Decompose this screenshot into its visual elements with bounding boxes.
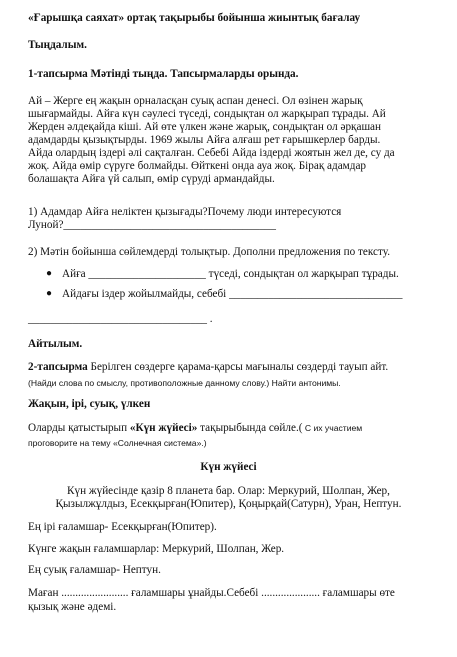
- task2-instruction-ru: (Найди слова по смыслу, противоположные данному слову.) Найти антонимы.: [28, 378, 341, 388]
- coldest-planet-line: Ең суық ғаламшар- Нептун.: [28, 564, 161, 576]
- speak-topic-ru: С их участием: [302, 423, 363, 433]
- speak-topic-title: «Күн жүйесі»: [129, 422, 198, 434]
- bullet-icon: ●: [46, 288, 53, 299]
- question-1-line-2: Луной?______________________________________: [28, 219, 276, 231]
- speak-topic-line: [28, 421, 362, 435]
- bullet-sentence-2: Айдағы іздер жойылмайды, себебі _______________________________: [62, 288, 403, 300]
- task2-instruction: Берілген сөздерге қарама-қарсы мағыналы сөздерді тауып айт.: [87, 361, 389, 373]
- text-line-6: жоқ. Айда өмір сүруге болмайды. Өйткені онда ауа жоқ. Бірақ адамдар: [28, 160, 367, 172]
- speak-topic-pre: Оларды қатыстырып: [28, 422, 130, 434]
- bullet-sentence-2-continuation: ________________________________ .: [28, 313, 213, 325]
- solar-text-line-1: Күн жүйесінде қазір 8 планета бар. Олар: Меркурий, Шолпан, Жер,: [67, 485, 390, 497]
- question-2: 2) Мәтін бойынша сөйлемдерді толықтыр. Дополни предложения по тексту.: [28, 246, 390, 258]
- final-sentence-line-1: Маған ........................ ғаламшары ұнайды.Себебі ..................... ғаламшары өте: [28, 587, 395, 599]
- largest-planet-line: Ең ірі ғаламшар- Есекқырған(Юпитер).: [28, 521, 217, 533]
- listening-heading: Тыңдалым.: [28, 39, 87, 51]
- question-1-line-1: 1) Адамдар Айға неліктен қызығады?Почему люди интересуются: [28, 206, 342, 218]
- text-line-2: шығармайды. Айға күн сәулесі түседі, сондықтан ол жарқырап тұрады. Ай: [28, 108, 386, 120]
- speak-topic-ru-line-2: проговорите на тему «Солнечная система».): [28, 438, 207, 448]
- solar-text-line-2: Қызылжұлдыз, Есекқырған(Юпитер), Қоңырқай(Сатурн), Уран, Нептун.: [55, 498, 402, 510]
- final-sentence-line-2: қызық және әдемі.: [28, 601, 117, 613]
- closest-planets-line: Күнге жақын ғаламшарлар: Меркурий, Шолпан, Жер.: [28, 543, 285, 555]
- solar-system-heading: Күн жүйесі: [200, 461, 257, 473]
- bullet-icon: ●: [46, 268, 53, 279]
- task1-heading: 1-тапсырма Мәтінді тыңда. Тапсырмаларды орында.: [28, 68, 299, 80]
- speak-topic-post: тақырыбында сөйле.(: [197, 422, 303, 434]
- text-line-4: адамдарды қызықтырды. 1969 жылы Айға алғаш рет ғарышкерлер барды.: [28, 134, 381, 146]
- bullet-sentence-1: Айға _____________________ түседі, сондықтан ол жарқырап тұрады.: [62, 268, 399, 280]
- speaking-heading: Айтылым.: [28, 338, 83, 350]
- task2-heading: [28, 360, 388, 374]
- text-line-3: Жерден әлдеқайда кіші. Ай өте үлкен және жарық, сондықтан ол әрқашан: [28, 121, 382, 133]
- text-line-5: Айда олардың іздері әлі сақталған. Себебі Айда іздерді жоятын жел де, су да: [28, 147, 395, 159]
- worksheet-title: «Ғарышқа саяхат» ортақ тақырыбы бойынша жиынтық бағалау: [28, 12, 361, 24]
- text-line-7: болашақта Айға үй салып, өмір сүруді армандайды.: [28, 173, 275, 185]
- task2-label: 2-тапсырма: [28, 361, 88, 373]
- text-line-1: Ай – Жерге ең жақын орналасқан суық аспан денесі. Ол өзінен жарық: [28, 95, 363, 107]
- task2-words: Жақын, ірі, суық, үлкен: [28, 398, 151, 410]
